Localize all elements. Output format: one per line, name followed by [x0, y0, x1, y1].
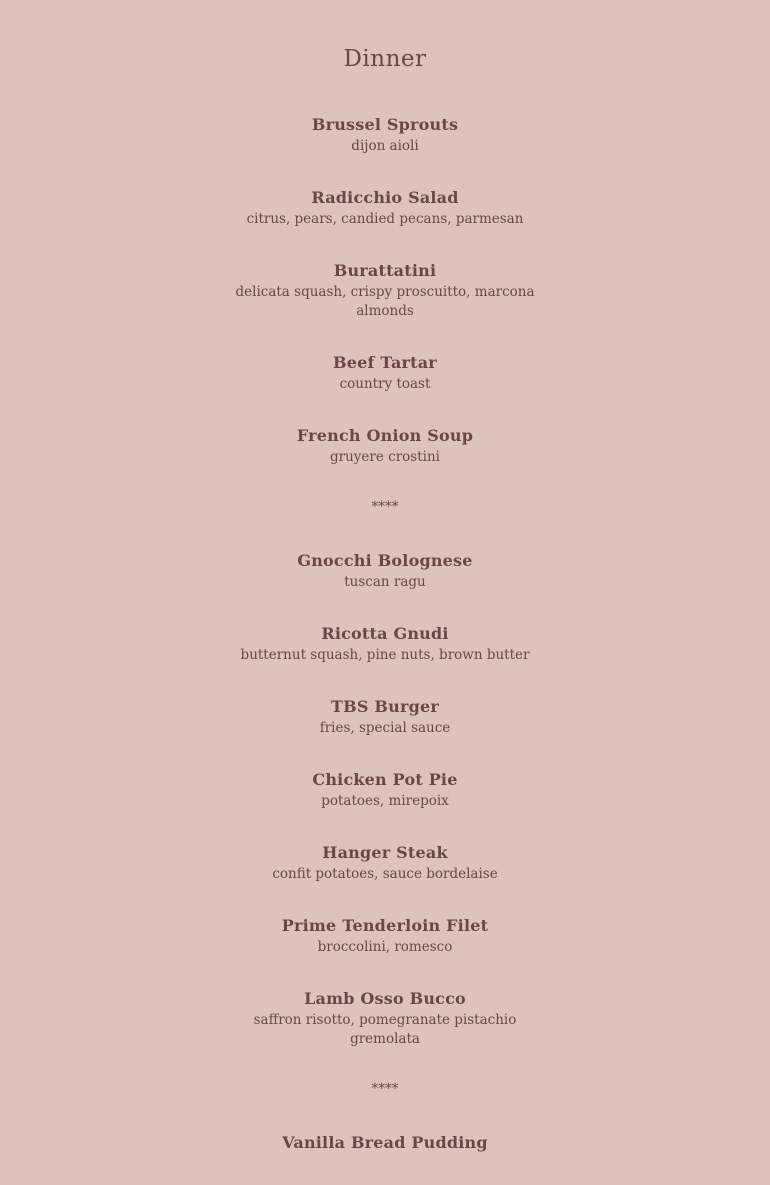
menu-item-name: Beef Tartar: [333, 353, 437, 372]
menu-item-description: delicata squash, crispy proscuitto, marcona almonds: [235, 284, 535, 319]
menu-item-description: butternut squash, pine nuts, brown butter: [240, 647, 530, 663]
menu-item: [235, 260, 535, 321]
menu-item-description: gruyere crostini: [330, 449, 440, 465]
menu-item-description: confit potatoes, sauce bordelaise: [272, 866, 498, 882]
menu-item-name: Lamb Osso Bucco: [304, 989, 466, 1008]
menu-item: [235, 352, 535, 394]
menu-item: [235, 769, 535, 811]
menu-item-name: Hanger Steak: [322, 843, 448, 862]
section-divider: ****: [371, 499, 399, 515]
section-divider: ****: [371, 1081, 399, 1097]
menu-item: [235, 550, 535, 592]
menu-item-name: Chicken Pot Pie: [312, 770, 458, 789]
menu-list: [235, 114, 535, 1185]
menu-item-name: French Onion Soup: [296, 426, 474, 445]
menu-item-name: Prime Tenderloin Filet: [281, 916, 489, 935]
menu-title: Dinner: [343, 46, 427, 72]
menu-item: [235, 425, 535, 467]
menu-item: [235, 114, 535, 156]
menu-item-name: Ricotta Gnudi: [321, 624, 449, 643]
menu-item-name: Radicchio Salad: [311, 188, 459, 207]
menu-item-description: fries, special sauce: [319, 720, 451, 736]
menu-item: [235, 1132, 535, 1154]
menu-item: [235, 915, 535, 957]
menu-item-description: country toast: [339, 376, 431, 392]
menu-item-name: Vanilla Bread Pudding: [282, 1133, 488, 1152]
menu-item: [235, 696, 535, 738]
menu-item-description: saffron risotto, pomegranate pistachio gremolata: [253, 1012, 517, 1047]
menu-item: [235, 988, 535, 1049]
menu-item: [235, 623, 535, 665]
menu-item-name: Brussel Sprouts: [311, 115, 459, 134]
menu-item: [235, 842, 535, 884]
menu-item-description: tuscan ragu: [344, 574, 426, 590]
menu-item-description: broccolini, romesco: [317, 939, 453, 955]
menu-item-description: dijon aioli: [351, 138, 419, 154]
menu-item-description: potatoes, mirepoix: [321, 793, 449, 809]
menu-item-description: citrus, pears, candied pecans, parmesan: [246, 211, 524, 227]
menu-item-name: Gnocchi Bolognese: [297, 551, 473, 570]
menu-item-name: TBS Burger: [331, 697, 439, 716]
menu-item-name: Burattatini: [333, 261, 437, 280]
menu-item: [235, 187, 535, 229]
